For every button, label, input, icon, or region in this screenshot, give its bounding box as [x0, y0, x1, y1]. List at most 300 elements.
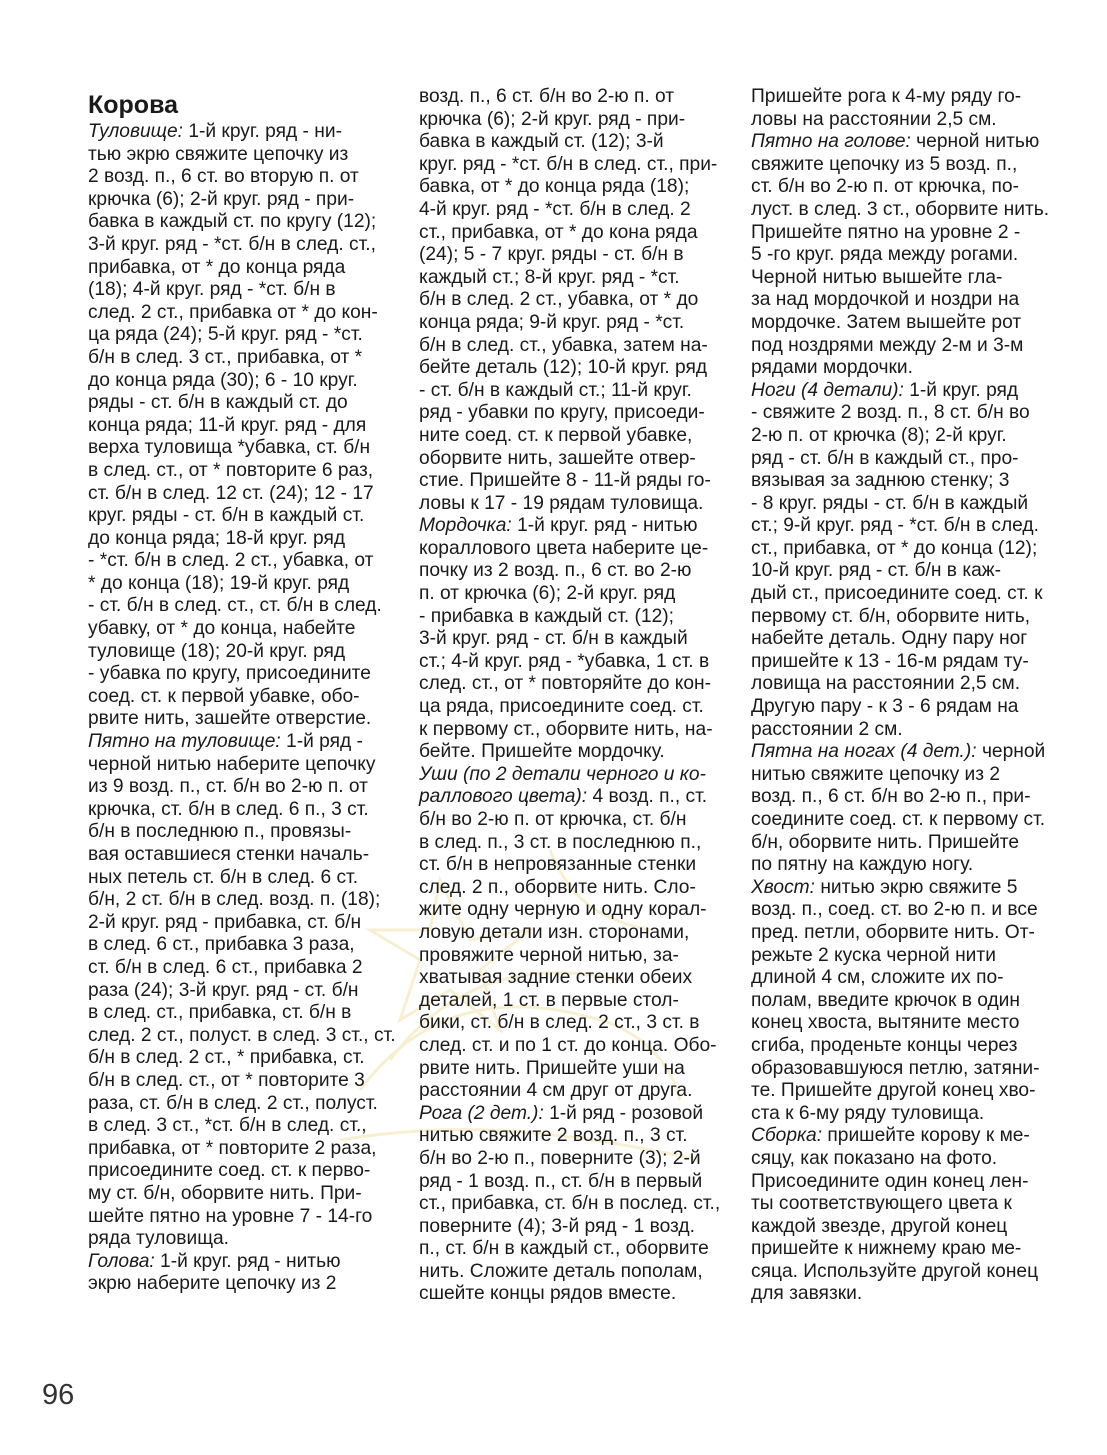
- text-line: [751, 809, 1063, 832]
- text-run: черной нитью: [910, 131, 1040, 153]
- text-run: ст., прибавка, от * до конца (12);: [751, 537, 1038, 559]
- text-line: [751, 786, 1063, 809]
- section-heading: Голова:: [88, 1250, 155, 1272]
- text-run: ряд - убавки по кругу, присоеди-: [419, 402, 705, 424]
- text-run: черной нитью наберите цепочку: [88, 753, 376, 775]
- text-run: прибавка, от * повторите 2 раза,: [88, 1137, 377, 1159]
- text-line: [419, 131, 727, 154]
- text-line: [88, 867, 396, 890]
- text-line: [88, 641, 396, 664]
- text-line: [751, 1283, 1063, 1306]
- text-line: [751, 86, 1063, 109]
- section-heading: Ноги (4 детали):: [751, 379, 904, 401]
- text-line: [751, 380, 1063, 403]
- text-run: крючка (6); 2-й круг. ряд - при-: [419, 108, 686, 130]
- text-run: след. 2 ст., прибавка от * до кон-: [88, 301, 378, 323]
- text-line: [88, 708, 396, 731]
- text-line: [751, 1103, 1063, 1126]
- text-line: [419, 832, 727, 855]
- text-run: б/н в след. 2 ст., убавка, от * до: [419, 289, 699, 311]
- text-run: расстоянии 2 см.: [751, 718, 903, 740]
- text-line: [751, 154, 1063, 177]
- text-line: [751, 470, 1063, 493]
- text-run: бавка в каждый ст. (12); 3-й: [419, 131, 664, 153]
- section-heading: Пятна на ногах (4 дет.):: [751, 741, 977, 763]
- text-run: расстоянии 4 см друг от друга.: [419, 1080, 693, 1102]
- text-line: [419, 967, 727, 990]
- text-line: [419, 222, 727, 245]
- text-line: [751, 764, 1063, 787]
- text-line: [88, 189, 396, 212]
- text-run: 3-й круг. ряд - *ст. б/н в след. ст.,: [88, 233, 376, 255]
- text-run: 2-й круг. ряд - прибавка, ст. б/н: [88, 911, 362, 933]
- text-run: Присоедините один конец лен-: [751, 1170, 1029, 1192]
- text-line: [88, 144, 396, 167]
- text-run: верха туловища *убавка, ст. б/н: [88, 437, 371, 459]
- text-line: [751, 1216, 1063, 1239]
- text-run: след. ст., от * повторяйте до кон-: [419, 673, 711, 695]
- section-heading: Рога (2 дет.):: [419, 1102, 544, 1124]
- text-line: [419, 606, 727, 629]
- text-line: [751, 651, 1063, 674]
- text-run: (18); 4-й круг. ряд - *ст. б/н в: [88, 279, 336, 301]
- text-line: [88, 912, 396, 935]
- text-line: [419, 425, 727, 448]
- text-run: мордочке. Затем вышейте рот: [751, 311, 1022, 333]
- text-run: нить. Сложите деталь пополам,: [419, 1260, 703, 1282]
- text-line: [419, 154, 727, 177]
- text-run: ты соответствующего цвета к: [751, 1193, 1012, 1215]
- text-line: [419, 583, 727, 606]
- text-line: [88, 392, 396, 415]
- text-run: по пятну на каждую ногу.: [751, 854, 974, 876]
- text-run: 1-й круг. ряд - нитью: [154, 1250, 341, 1272]
- text-run: кораллового цвета наберите це-: [419, 537, 709, 559]
- text-run: экрю наберите цепочку из 2: [88, 1273, 337, 1295]
- text-line: [419, 515, 727, 538]
- text-line: [419, 899, 727, 922]
- text-run: раза (24); 3-й круг. ряд - ст. б/н: [88, 979, 359, 1001]
- text-run: бавка в каждый ст. по кругу (12);: [88, 211, 377, 233]
- text-line: [419, 244, 727, 267]
- text-run: присоедините соед. ст. к перво-: [88, 1160, 371, 1182]
- text-line: [751, 1125, 1063, 1148]
- text-run: след. 2 ст., полуст. в след. 3 ст., ст.: [88, 1024, 396, 1046]
- text-line: [751, 945, 1063, 968]
- text-line: [419, 86, 727, 109]
- text-run: ст. б/н в непровязанные стенки: [419, 854, 697, 876]
- text-run: конца ряда; 11-й круг. ряд - для: [88, 414, 367, 436]
- text-line: [419, 764, 727, 787]
- text-line: [88, 776, 396, 799]
- text-run: - *ст. б/н в след. 2 ст., убавка, от: [88, 550, 374, 572]
- text-line: [751, 357, 1063, 380]
- text-run: п. от крючка (6); 2-й круг. ряд: [419, 583, 676, 605]
- section-heading: Сборка:: [751, 1125, 823, 1147]
- text-run: рвите нить, зашейте отверстие.: [88, 708, 372, 730]
- text-run: сгиба, проденьте концы через: [751, 1034, 1018, 1056]
- text-line: [419, 470, 727, 493]
- text-run: в след. ст., прибавка, ст. б/н в: [88, 1002, 352, 1024]
- text-run: в след. ст., от * повторите 6 раз,: [88, 459, 374, 481]
- text-line: [88, 1228, 396, 1251]
- text-line: [751, 1238, 1063, 1261]
- text-run: соед. ст. к первой убавке, обо-: [88, 685, 360, 707]
- text-run: хватывая задние стенки обеих: [419, 967, 693, 989]
- text-line: [419, 673, 727, 696]
- text-run: свяжите цепочку из 5 возд. п.,: [751, 153, 1018, 175]
- text-line: [419, 719, 727, 742]
- text-run: в след. 3 ст., *ст. б/н в след. ст.,: [88, 1115, 367, 1137]
- text-run: круг. ряды - ст. б/н в каждый ст.: [88, 505, 365, 527]
- text-line: [751, 244, 1063, 267]
- text-line: [751, 1080, 1063, 1103]
- text-run: ст.; 9-й круг. ряд - *ст. б/н в след.: [751, 515, 1039, 537]
- text-run: след. 2 п., оборвите нить. Сло-: [419, 876, 696, 898]
- text-line: [419, 1125, 727, 1148]
- text-line: [751, 176, 1063, 199]
- text-line: [419, 538, 727, 561]
- text-line: [751, 1171, 1063, 1194]
- text-run: конец хвоста, вытяните место: [751, 1012, 1020, 1034]
- text-run: пришейте к нижнему краю ме-: [751, 1238, 1022, 1260]
- text-run: каждый ст.; 8-й круг. ряд - *ст.: [419, 266, 680, 288]
- text-line: [419, 312, 727, 335]
- text-line: [88, 370, 396, 393]
- text-line: [88, 799, 396, 822]
- text-run: оборвите нить, зашейте отвер-: [419, 447, 696, 469]
- text-line: [419, 1238, 727, 1261]
- text-run: за над мордочкой и ноздри на: [751, 289, 1020, 311]
- text-run: 1-й круг. ряд: [903, 379, 1019, 401]
- text-line: [751, 402, 1063, 425]
- text-run: - свяжите 2 возд. п., 8 ст. б/н во: [751, 402, 1030, 424]
- text-column-2: [419, 86, 727, 1306]
- section-heading: Хвост:: [751, 876, 815, 898]
- text-line: [419, 628, 727, 651]
- text-line: [419, 854, 727, 877]
- text-line: [419, 809, 727, 832]
- text-line: [751, 854, 1063, 877]
- text-run: крючка, ст. б/н в след. 6 п., 3 ст.: [88, 798, 369, 820]
- section-heading: Туловище:: [88, 121, 183, 142]
- text-run: нитью свяжите цепочку из 2: [751, 763, 1001, 785]
- text-run: Черной нитью вышейте гла-: [751, 266, 1003, 288]
- text-run: рядами мордочки.: [751, 357, 913, 379]
- text-line: [751, 493, 1063, 516]
- text-line: [751, 673, 1063, 696]
- text-run: нитью экрю свяжите 5: [814, 876, 1018, 898]
- text-line: [751, 109, 1063, 132]
- text-run: сшейте концы рядов вместе.: [419, 1283, 677, 1305]
- text-line: [88, 889, 396, 912]
- text-run: крючка (6); 2-й круг. ряд - при-: [88, 188, 355, 210]
- text-run: к первому ст., оборвите нить, на-: [419, 718, 713, 740]
- text-line: [88, 957, 396, 980]
- text-line: [88, 573, 396, 596]
- text-line: [88, 550, 396, 573]
- text-line: [88, 324, 396, 347]
- text-run: стие. Пришейте 8 - 11-й ряды го-: [419, 470, 711, 492]
- text-run: ловища на расстоянии 2,5 см.: [751, 673, 1021, 695]
- text-run: ряд - ст. б/н в каждый ст., про-: [751, 447, 1019, 469]
- text-line: [88, 1093, 396, 1116]
- text-run: прибавка, от * до конца ряда: [88, 256, 346, 278]
- text-run: провяжите черной нитью, за-: [419, 944, 679, 966]
- text-run: 1-й ряд -: [280, 731, 363, 753]
- text-line: [751, 628, 1063, 651]
- text-line: [88, 166, 396, 189]
- text-run: под ноздрями между 2-м и 3-м: [751, 334, 1024, 356]
- text-run: в след. 6 ст., прибавка 3 раза,: [88, 934, 355, 956]
- text-line: [419, 651, 727, 674]
- page-number: 96: [42, 1379, 75, 1411]
- text-line: [751, 877, 1063, 900]
- text-line: [419, 741, 727, 764]
- text-run: поверните (4); 3-й ряд - 1 возд.: [419, 1215, 695, 1237]
- text-line: [88, 121, 396, 144]
- text-line: [88, 686, 396, 709]
- text-run: шейте пятно на уровне 7 - 14-го: [88, 1205, 373, 1227]
- text-line: [751, 899, 1063, 922]
- text-run: б/н в последнюю п., провязы-: [88, 821, 352, 843]
- text-line: [88, 1115, 396, 1138]
- text-run: (24); 5 - 7 круг. ряды - ст. б/н в: [419, 244, 684, 266]
- text-run: ряд - 1 возд. п., ст. б/н в первый: [419, 1170, 703, 1192]
- text-run: нитью свяжите 2 возд. п., 3 ст.: [419, 1125, 688, 1147]
- text-run: 1-й ряд - розовой: [543, 1102, 704, 1124]
- text-line: [419, 289, 727, 312]
- text-run: ловы к 17 - 19 рядам туловища.: [419, 492, 704, 514]
- text-run: ряда туловища.: [88, 1228, 230, 1250]
- text-line: [88, 483, 396, 506]
- text-line: [419, 176, 727, 199]
- text-run: - 8 круг. ряды - ст. б/н в каждый: [751, 492, 1029, 514]
- text-run: ст., прибавка, ст. б/н в послед. ст.,: [419, 1193, 721, 1215]
- text-line: [88, 302, 396, 325]
- text-line: [88, 460, 396, 483]
- text-run: ста к 6-му ряду туловища.: [751, 1102, 985, 1124]
- text-line: [419, 357, 727, 380]
- text-run: ца ряда (24); 5-й круг. ряд - *ст.: [88, 324, 363, 346]
- text-run: 3-й круг. ряд - ст. б/н в каждый: [419, 628, 688, 650]
- section-heading: Уши (по 2 детали черного и ко-: [419, 763, 706, 785]
- text-line: [751, 560, 1063, 583]
- text-run: режьте 2 куска черной нити: [751, 944, 996, 966]
- text-line: [751, 1261, 1063, 1284]
- text-column-1: [88, 121, 396, 1296]
- text-run: ловую детали изн. сторонами,: [419, 921, 690, 943]
- text-line: [751, 448, 1063, 471]
- text-line: [751, 696, 1063, 719]
- text-run: из 9 возд. п., ст. б/н во 2-ю п. от: [88, 776, 368, 798]
- text-line: [419, 945, 727, 968]
- text-run: б/н во 2-ю п. от крючка, ст. б/н: [419, 809, 687, 830]
- text-line: [88, 1025, 396, 1048]
- text-run: возд. п., 6 ст. б/н во 2-ю п., при-: [751, 786, 1031, 808]
- text-run: п., ст. б/н в каждый ст., оборвите: [419, 1238, 709, 1260]
- text-run: б/н в след. ст., от * повторите 3: [88, 1069, 365, 1091]
- text-line: [88, 663, 396, 686]
- text-run: Другую пару - к 3 - 6 рядам на: [751, 696, 1019, 718]
- text-run: бики, ст. б/н в след. 2 ст., 3 ст. в: [419, 1012, 700, 1034]
- text-line: [419, 1035, 727, 1058]
- text-line: [88, 934, 396, 957]
- section-heading: раллового цвета):: [419, 786, 588, 808]
- text-line: [88, 505, 396, 528]
- text-line: [88, 234, 396, 257]
- text-line: [88, 1160, 396, 1183]
- text-line: [751, 1012, 1063, 1035]
- text-line: [419, 448, 727, 471]
- text-line: [751, 267, 1063, 290]
- text-run: - ст. б/н в след. ст., ст. б/н в след.: [88, 595, 382, 617]
- text-line: [88, 347, 396, 370]
- text-run: в след. п., 3 ст. в последнюю п.,: [419, 831, 702, 853]
- text-run: пришейте корову к ме-: [822, 1125, 1030, 1147]
- text-line: [751, 990, 1063, 1013]
- text-line: [419, 199, 727, 222]
- text-run: деталей, 1 ст. в первые стол-: [419, 989, 679, 1011]
- text-line: [419, 1216, 727, 1239]
- text-run: ните соед. ст. к первой убавке,: [419, 424, 693, 446]
- text-run: след. ст. и по 1 ст. до конца. Обо-: [419, 1034, 717, 1056]
- text-run: образовавшуюся петлю, затяни-: [751, 1057, 1040, 1079]
- text-run: - ст. б/н в каждый ст.; 11-й круг.: [419, 379, 692, 401]
- text-run: убавку, от * до конца, набейте: [88, 618, 356, 640]
- text-run: ст. б/н в след. 6 ст., прибавка 2: [88, 956, 363, 978]
- text-run: бейте. Пришейте мордочку.: [419, 741, 665, 763]
- text-run: пред. петли, оборвите нить. От-: [751, 921, 1035, 943]
- text-line: [751, 289, 1063, 312]
- text-line: [419, 1058, 727, 1081]
- text-line: [751, 719, 1063, 742]
- text-line: [751, 606, 1063, 629]
- text-run: рвите нить. Пришейте уши на: [419, 1057, 685, 1079]
- text-run: набейте деталь. Одну пару ног: [751, 628, 1028, 650]
- text-line: [88, 1206, 396, 1229]
- text-run: первому ст. б/н, оборвите нить,: [751, 605, 1031, 627]
- text-line: [419, 1171, 727, 1194]
- text-line: [751, 1035, 1063, 1058]
- text-line: [419, 380, 727, 403]
- text-run: конца ряда; 9-й круг. ряд - *ст.: [419, 311, 685, 333]
- text-line: [751, 1148, 1063, 1171]
- text-run: круг. ряд - *ст. б/н в след. ст., при-: [419, 153, 718, 175]
- text-run: почку из 2 возд. п., 6 ст. во 2-ю: [419, 560, 692, 582]
- text-line: [88, 1138, 396, 1161]
- text-line: [751, 199, 1063, 222]
- text-line: [751, 515, 1063, 538]
- text-column-3: [751, 86, 1063, 1306]
- text-run: 5 -го круг. ряда между рогами.: [751, 244, 1019, 266]
- text-line: [88, 415, 396, 438]
- text-run: пришейте к 13 - 16-м рядам ту-: [751, 650, 1029, 672]
- text-run: 1-й круг. ряд - ни-: [182, 121, 342, 142]
- text-run: длиной 4 см, сложите их по-: [751, 967, 1004, 989]
- text-line: [751, 538, 1063, 561]
- text-run: соедините соед. ст. к первому ст.: [751, 809, 1046, 830]
- text-run: до конца ряда (30); 6 - 10 круг.: [88, 369, 358, 391]
- text-line: [419, 1148, 727, 1171]
- text-line: [419, 1193, 727, 1216]
- text-run: 2-ю п. от крючка (8); 2-й круг.: [751, 424, 1007, 446]
- text-line: [88, 844, 396, 867]
- text-line: [88, 211, 396, 234]
- text-run: б/н во 2-ю п., поверните (3); 2-й: [419, 1147, 701, 1169]
- text-line: [751, 335, 1063, 358]
- text-run: черной: [976, 741, 1046, 763]
- text-line: [88, 731, 396, 754]
- text-run: 4 возд. п., ст.: [587, 786, 708, 808]
- text-run: возд. п., соед. ст. во 2-ю п. и все: [751, 899, 1038, 921]
- text-line: [751, 741, 1063, 764]
- text-line: [88, 1273, 396, 1296]
- text-run: ст.; 4-й круг. ряд - *убавка, 1 ст. в: [419, 650, 710, 672]
- text-line: [88, 528, 396, 551]
- text-line: [751, 312, 1063, 335]
- text-run: - убавка по кругу, присоедините: [88, 663, 371, 685]
- text-line: [88, 257, 396, 280]
- text-run: полам, введите крючок в один: [751, 989, 1020, 1011]
- text-line: [751, 425, 1063, 448]
- text-run: сяца. Используйте другой конец: [751, 1260, 1039, 1282]
- text-line: [88, 1002, 396, 1025]
- text-run: ных петель ст. б/н в след. 6 ст.: [88, 866, 359, 888]
- text-run: до конца ряда; 18-й круг. ряд: [88, 527, 346, 549]
- text-run: возд. п., 6 ст. б/н во 2-ю п. от: [419, 86, 675, 107]
- text-run: вязывая за заднюю стенку; 3: [751, 470, 1010, 492]
- text-run: вая оставшиеся стенки началь-: [88, 844, 370, 865]
- text-line: [751, 967, 1063, 990]
- text-line: [419, 1080, 727, 1103]
- section-heading: Мордочка:: [419, 515, 512, 537]
- text-line: [751, 922, 1063, 945]
- section-heading: Пятно на голове:: [751, 131, 911, 153]
- text-line: [751, 222, 1063, 245]
- text-run: * до конца (18); 19-й круг. ряд: [88, 572, 350, 594]
- text-line: [751, 583, 1063, 606]
- text-line: [751, 1193, 1063, 1216]
- text-line: [419, 1261, 727, 1284]
- text-line: [88, 980, 396, 1003]
- text-line: [88, 618, 396, 641]
- text-line: [419, 402, 727, 425]
- text-run: туловище (18); 20-й круг. ряд: [88, 640, 346, 662]
- text-line: [751, 832, 1063, 855]
- text-line: [88, 1070, 396, 1093]
- text-run: 4-й круг. ряд - *ст. б/н в след. 2: [419, 198, 691, 220]
- text-run: сяцу, как показано на фото.: [751, 1147, 998, 1169]
- text-run: раза, ст. б/н в след. 2 ст., полуст.: [88, 1092, 378, 1114]
- text-run: 10-й круг. ряд - ст. б/н в каж-: [751, 560, 1002, 582]
- text-line: [88, 1047, 396, 1070]
- text-line: [88, 437, 396, 460]
- text-line: [419, 493, 727, 516]
- text-run: бейте деталь (12); 10-й круг. ряд: [419, 357, 708, 379]
- text-line: [88, 1183, 396, 1206]
- text-run: тью экрю свяжите цепочку из: [88, 143, 349, 165]
- text-run: б/н в след. 2 ст., * прибавка, ст.: [88, 1047, 365, 1069]
- text-run: ст. б/н во 2-ю п. от крючка, по-: [751, 176, 1019, 198]
- text-line: [88, 279, 396, 302]
- text-run: луст. в след. 3 ст., оборвите нить.: [751, 198, 1050, 220]
- article-title: Корова: [88, 91, 179, 119]
- text-line: [751, 1058, 1063, 1081]
- text-line: [419, 560, 727, 583]
- text-run: 2 возд. п., 6 ст. во вторую п. от: [88, 166, 359, 188]
- text-line: [419, 1012, 727, 1035]
